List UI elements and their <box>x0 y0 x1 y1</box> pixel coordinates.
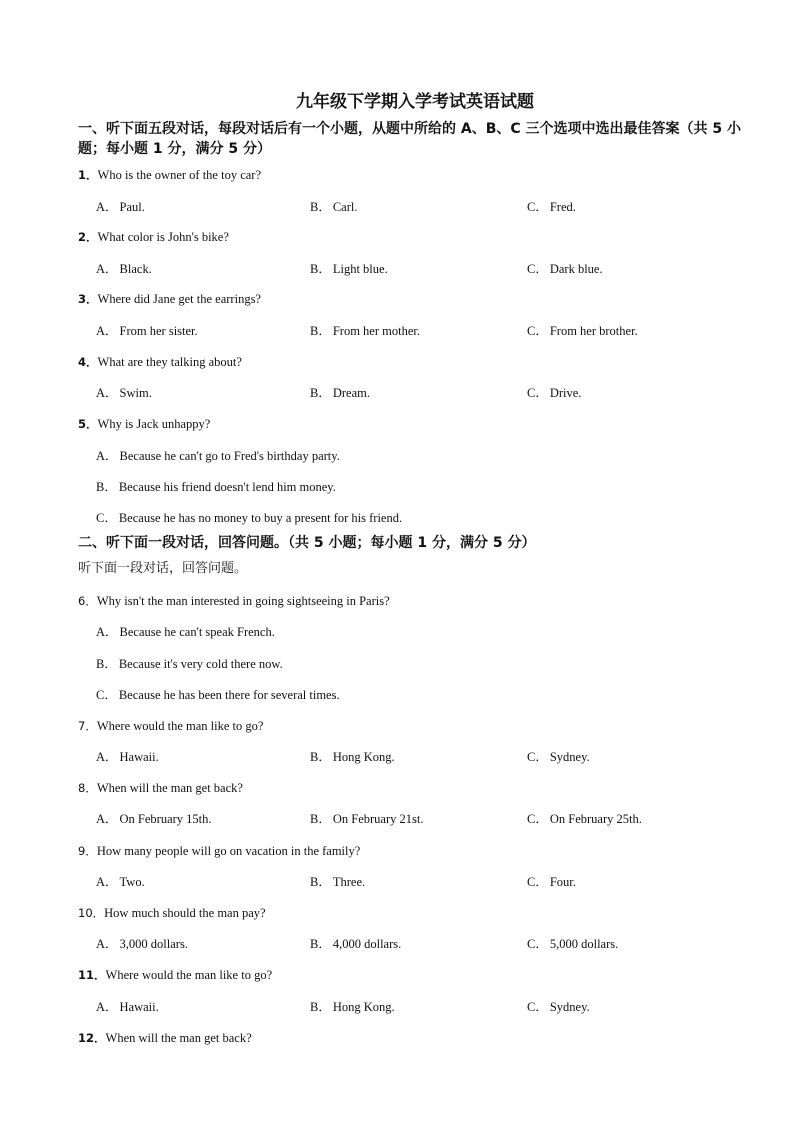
option-4b: B． Dream. <box>310 386 370 400</box>
option-8c: C． On February 25th. <box>527 812 642 826</box>
section-2-instruction: 听下面一段对话，回答问题。 <box>78 561 248 576</box>
question-text: How much should the man pay? <box>104 906 266 920</box>
section-1-heading: 一、听下面五段对话，每段对话后有一个小题，从题中所给的 A、B、C 三个选项中选出最佳答案（共 5 小题；每小题 1 分，满分 5 分） <box>78 121 742 157</box>
question-number: 1． <box>78 168 98 182</box>
question-10 <box>78 905 266 921</box>
question-text: Who is the owner of the toy car? <box>97 168 261 182</box>
option-6a: A． Because he can't speak French. <box>96 625 275 639</box>
option-6c: C． Because he has been there for several times. <box>96 688 340 702</box>
option-4c: C． Drive. <box>527 386 582 400</box>
option-11a: A． Hawaii. <box>96 1000 159 1014</box>
question-text: Where did Jane get the earrings? <box>97 292 261 306</box>
question-8 <box>78 780 243 796</box>
question-number: 9． <box>78 844 97 858</box>
question-text: Why isn't the man interested in going sightseeing in Paris? <box>96 594 390 608</box>
option-8a: A． On February 15th. <box>96 812 212 826</box>
option-7b: B． Hong Kong. <box>310 750 395 764</box>
question-4 <box>78 354 242 370</box>
option-6b: B． Because it's very cold there now. <box>96 657 283 671</box>
option-9c: C． Four. <box>527 875 576 889</box>
option-10b: B． 4,000 dollars. <box>310 937 402 951</box>
question-text: When will the man get back? <box>96 781 243 795</box>
question-text: Where would the man like to go? <box>105 968 273 982</box>
option-10a: A． 3,000 dollars. <box>96 937 188 951</box>
question-number: 8． <box>78 781 97 795</box>
question-number: 4． <box>78 355 98 369</box>
option-7a: A． Hawaii. <box>96 750 159 764</box>
question-number: 11． <box>78 968 106 982</box>
question-9 <box>78 843 360 859</box>
option-3b: B． From her mother. <box>310 324 420 338</box>
question-number: 7． <box>78 719 97 733</box>
option-2c: C． Dark blue. <box>527 262 603 276</box>
option-1b: B． Carl. <box>310 200 358 214</box>
question-text: How many people will go on vacation in the family? <box>96 844 361 858</box>
option-3c: C． From her brother. <box>527 324 638 338</box>
option-7c: C． Sydney. <box>527 750 590 764</box>
question-number: 10． <box>78 906 105 920</box>
question-text: What are they talking about? <box>97 355 242 369</box>
question-1 <box>78 167 261 183</box>
question-number: 12． <box>78 1031 106 1045</box>
option-2a: A． Black. <box>96 262 152 276</box>
question-text: What color is John's bike? <box>97 230 229 244</box>
option-1c: C． Fred. <box>527 200 576 214</box>
question-number: 3． <box>78 292 98 306</box>
section-2-heading: 二、听下面一段对话，回答问题。（共 5 小题；每小题 1 分，满分 5 分） <box>78 535 536 551</box>
question-3 <box>78 291 261 307</box>
option-11c: C． Sydney. <box>527 1000 590 1014</box>
option-9b: B． Three. <box>310 875 366 889</box>
option-5c: C． Because he has no money to buy a present for his friend. <box>96 511 403 525</box>
question-number: 5． <box>78 417 98 431</box>
question-11 <box>78 967 272 983</box>
option-8b: B． On February 21st. <box>310 812 424 826</box>
question-number: 2． <box>78 230 98 244</box>
option-1a: A． Paul. <box>96 200 145 214</box>
page-title: 九年级下学期入学考试英语试题 <box>296 92 534 112</box>
question-7 <box>78 718 263 734</box>
option-5a: A． Because he can't go to Fred's birthday party. <box>96 449 340 463</box>
option-4a: A． Swim. <box>96 386 152 400</box>
option-5b: B． Because his friend doesn't lend him money. <box>96 480 336 494</box>
question-text: Where would the man like to go? <box>96 719 264 733</box>
question-number: 6． <box>78 594 97 608</box>
question-text: Why is Jack unhappy? <box>97 417 211 431</box>
question-2 <box>78 229 229 245</box>
option-2b: B． Light blue. <box>310 262 388 276</box>
question-6 <box>78 593 390 609</box>
question-5 <box>78 416 210 432</box>
question-text: When will the man get back? <box>105 1031 252 1045</box>
option-10c: C． 5,000 dollars. <box>527 937 619 951</box>
question-12 <box>78 1030 252 1046</box>
option-11b: B． Hong Kong. <box>310 1000 395 1014</box>
option-9a: A． Two. <box>96 875 145 889</box>
option-3a: A． From her sister. <box>96 324 198 338</box>
